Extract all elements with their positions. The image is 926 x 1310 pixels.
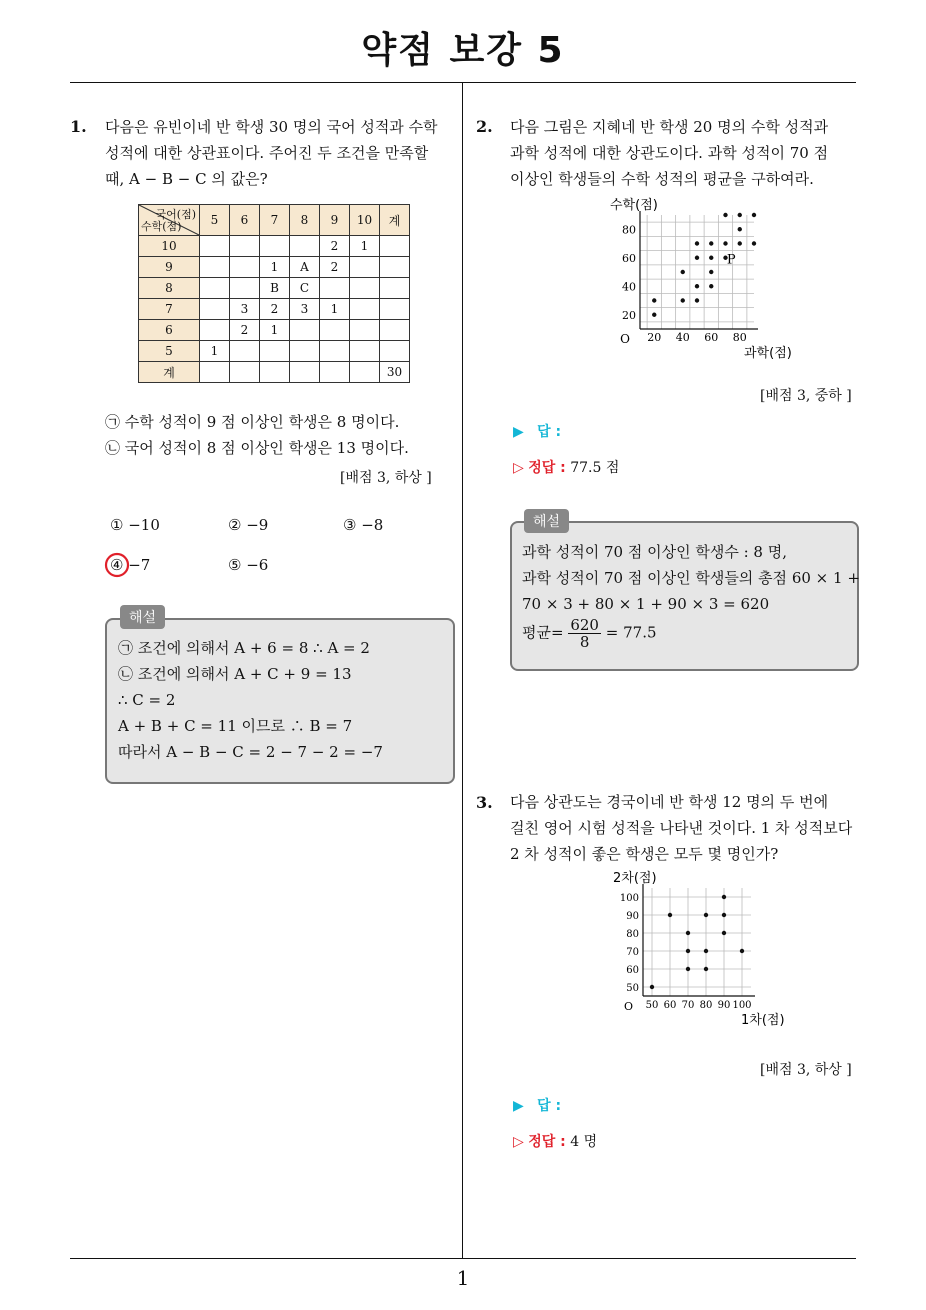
column-divider xyxy=(462,82,463,1258)
choice-2[interactable]: ② −9 xyxy=(228,516,269,534)
page-title: 약점 보강 5 xyxy=(361,30,565,71)
data-point xyxy=(704,967,708,971)
data-point xyxy=(652,313,656,317)
average-fraction xyxy=(568,617,601,650)
y-tick-label: 20 xyxy=(622,308,636,322)
data-point xyxy=(723,213,727,217)
data-point xyxy=(686,949,690,953)
q3-text-line: 다음 상관도는 경국이네 반 학생 12 명의 두 번에 xyxy=(510,793,829,811)
q1-condition: ㉠ 수학 성적이 9 점 이상인 학생은 8 명이다. xyxy=(105,413,400,431)
table-cell xyxy=(380,236,410,257)
q2-solution-tag: 해설 xyxy=(524,509,569,533)
data-point xyxy=(752,241,756,245)
table-row xyxy=(139,236,410,257)
table-cell xyxy=(350,341,380,362)
y-tick-label: 80 xyxy=(626,929,639,940)
q3-correct-line xyxy=(513,1131,597,1151)
data-point xyxy=(681,270,685,274)
q1-text xyxy=(105,114,438,192)
table-cell: 1 xyxy=(260,257,290,278)
table-cell xyxy=(320,320,350,341)
q2-score: [배점 3, 중하 ] xyxy=(760,388,852,404)
table-cell xyxy=(230,257,260,278)
table-cell xyxy=(230,278,260,299)
q2-text xyxy=(510,114,828,192)
q2-scatter-chart xyxy=(600,196,792,366)
table-cell: C xyxy=(290,278,320,299)
table-cell xyxy=(260,362,290,383)
y-tick-label: 70 xyxy=(626,947,639,958)
choice-5[interactable]: ⑤ −6 xyxy=(228,556,269,574)
table-cell: 2 xyxy=(230,320,260,341)
point-p-label: P xyxy=(726,252,736,268)
table-cell xyxy=(260,236,290,257)
data-point xyxy=(738,227,742,231)
correlation-table xyxy=(138,204,410,383)
data-point xyxy=(738,213,742,217)
choice-4[interactable]: ④ −7 xyxy=(110,556,151,574)
table-cell xyxy=(290,320,320,341)
solution-line: 70 × 3 + 80 × 1 + 90 × 3 = 620 xyxy=(522,595,770,613)
table-cell xyxy=(380,341,410,362)
q3-number: 3. xyxy=(476,793,493,812)
q2-solution-text xyxy=(522,539,860,650)
table-cell xyxy=(260,341,290,362)
table-cell: 1 xyxy=(350,236,380,257)
x-tick-label: 60 xyxy=(663,1000,677,1011)
q3-answer-line xyxy=(513,1095,561,1115)
table-row-label: 8 xyxy=(139,278,200,299)
data-point xyxy=(722,895,726,899)
data-point xyxy=(722,913,726,917)
fraction-denominator: 8 xyxy=(579,633,590,651)
solution-line: 과학 성적이 70 점 이상인 학생수 : 8 명, xyxy=(522,543,787,561)
table-cell: 2 xyxy=(320,257,350,278)
data-point xyxy=(695,241,699,245)
table-header-cell: 10 xyxy=(350,205,380,236)
q3-text xyxy=(510,789,852,867)
solution-line: ∴ C = 2 xyxy=(118,691,176,709)
table-cell xyxy=(200,257,230,278)
q1-solution-text xyxy=(118,635,383,765)
table-header-cell: 6 xyxy=(230,205,260,236)
table-cell xyxy=(350,362,380,383)
page-number: 1 xyxy=(456,1266,470,1290)
q3-correct-value: 4 명 xyxy=(570,1134,598,1150)
table-row xyxy=(139,299,410,320)
x-tick-label: 80 xyxy=(732,331,747,344)
table-cell xyxy=(200,299,230,320)
q1-text-line: 때, A − B − C 의 값은? xyxy=(105,170,268,188)
x-tick-label: 50 xyxy=(645,1000,659,1011)
y-tick-label: 100 xyxy=(619,893,639,904)
q3-score: [배점 3, 하상 ] xyxy=(760,1062,852,1078)
table-cell xyxy=(350,299,380,320)
top-rule xyxy=(70,82,856,83)
solution-line: 따라서 A − B − C = 2 − 7 − 2 = −7 xyxy=(118,743,383,761)
table-row xyxy=(139,341,410,362)
table-cell xyxy=(290,236,320,257)
x-tick-label: 40 xyxy=(675,331,690,344)
y-tick-label: 90 xyxy=(626,911,639,922)
q2-number: 2. xyxy=(476,117,493,136)
data-point xyxy=(686,967,690,971)
table-cell xyxy=(200,362,230,383)
table-cell xyxy=(320,362,350,383)
table-cell: 1 xyxy=(260,320,290,341)
data-point xyxy=(650,985,654,989)
average-prefix: 평균= xyxy=(522,623,564,642)
y-axis-label: 2차(점) xyxy=(613,871,657,886)
table-corner-bottom: 수학(점) xyxy=(141,220,182,233)
origin-label: O xyxy=(623,1000,633,1013)
y-tick-label: 60 xyxy=(626,965,639,976)
table-cell xyxy=(230,236,260,257)
table-corner-top: 국어(점) xyxy=(155,208,196,221)
outline-arrow-icon: ▷ xyxy=(513,460,524,476)
table-cell xyxy=(200,278,230,299)
x-axis-label: 과학(점) xyxy=(744,346,792,361)
table-row-label: 5 xyxy=(139,341,200,362)
table-cell: 3 xyxy=(230,299,260,320)
choice-3[interactable]: ③ −8 xyxy=(343,516,384,534)
x-tick-label: 20 xyxy=(647,331,662,344)
table-cell xyxy=(380,299,410,320)
x-axis-label: 1차(점) xyxy=(741,1013,785,1028)
data-point xyxy=(709,256,713,260)
q2-correct-line xyxy=(513,457,619,477)
solution-line: A + B + C = 11 이므로 ∴ B = 7 xyxy=(118,717,353,735)
table-corner xyxy=(139,205,200,236)
q1-text-line: 성적에 대한 상관표이다. 주어진 두 조건을 만족할 xyxy=(105,144,429,162)
play-arrow-icon: ▶ xyxy=(513,424,524,440)
data-point xyxy=(709,284,713,288)
table-row-label: 7 xyxy=(139,299,200,320)
data-point xyxy=(695,256,699,260)
q2-answer-label: 답 : xyxy=(537,424,562,440)
table-row xyxy=(139,320,410,341)
q2-text-line: 이상인 학생들의 수학 성적의 평균을 구하여라. xyxy=(510,170,814,188)
table-cell xyxy=(380,257,410,278)
solution-line: ㉡ 조건에 의해서 A + C + 9 = 13 xyxy=(118,665,352,683)
table-cell xyxy=(350,320,380,341)
choice-1[interactable]: ① −10 xyxy=(110,516,160,534)
average-result: = 77.5 xyxy=(605,623,657,642)
x-tick-label: 100 xyxy=(732,1000,752,1011)
q3-scatter-chart xyxy=(598,870,785,1040)
y-axis-label: 수학(점) xyxy=(610,198,658,213)
table-cell: A xyxy=(290,257,320,278)
data-point xyxy=(722,931,726,935)
table-row-label: 계 xyxy=(139,362,200,383)
table-cell xyxy=(320,341,350,362)
table-cell xyxy=(380,320,410,341)
table-cell xyxy=(290,362,320,383)
y-tick-label: 80 xyxy=(622,223,636,237)
selected-answer-circle-icon xyxy=(103,551,131,579)
q3-correct-label: 정답 : xyxy=(528,1134,566,1150)
q2-text-line: 과학 성적에 대한 상관도이다. 과학 성적이 70 점 xyxy=(510,144,829,162)
data-point xyxy=(709,241,713,245)
bottom-rule xyxy=(70,1258,856,1259)
q3-answer-label: 답 : xyxy=(537,1098,562,1114)
q1-solution-tag: 해설 xyxy=(120,605,165,629)
y-tick-label: 40 xyxy=(622,280,636,294)
q1-conditions xyxy=(105,409,409,461)
table-cell xyxy=(200,236,230,257)
table-cell xyxy=(350,257,380,278)
table-header-cell: 9 xyxy=(320,205,350,236)
table-row-label: 10 xyxy=(139,236,200,257)
q2-correct-label: 정답 : xyxy=(528,460,566,476)
table-cell: B xyxy=(260,278,290,299)
y-tick-label: 60 xyxy=(622,251,636,265)
data-point xyxy=(723,241,727,245)
data-point xyxy=(681,298,685,302)
table-row xyxy=(139,362,410,383)
solution-average-line xyxy=(522,617,860,650)
x-tick-label: 60 xyxy=(704,331,719,344)
table-header-cell: 계 xyxy=(380,205,410,236)
table-cell xyxy=(350,278,380,299)
q1-condition: ㉡ 국어 성적이 8 점 이상인 학생은 13 명이다. xyxy=(105,439,409,457)
q2-answer-line xyxy=(513,421,561,441)
data-point xyxy=(704,913,708,917)
q1-score: [배점 3, 하상 ] xyxy=(340,470,432,486)
data-point xyxy=(709,270,713,274)
data-point xyxy=(752,213,756,217)
solution-line: 과학 성적이 70 점 이상인 학생들의 총점 60 × 1 + xyxy=(522,569,860,587)
data-point xyxy=(740,949,744,953)
table-cell xyxy=(380,278,410,299)
table-cell xyxy=(200,320,230,341)
play-arrow-icon: ▶ xyxy=(513,1098,524,1114)
data-point xyxy=(738,241,742,245)
table-header-cell: 5 xyxy=(200,205,230,236)
solution-line: ㉠ 조건에 의해서 A + 6 = 8 ∴ A = 2 xyxy=(118,639,370,657)
outline-arrow-icon: ▷ xyxy=(513,1134,524,1150)
y-tick-label: 50 xyxy=(626,983,639,994)
q1-text-line: 다음은 유빈이네 반 학생 30 명의 국어 성적과 수학 xyxy=(105,118,438,136)
q2-text-line: 다음 그림은 지혜네 반 학생 20 명의 수학 성적과 xyxy=(510,118,829,136)
data-point xyxy=(668,913,672,917)
table-row xyxy=(139,278,410,299)
table-cell xyxy=(230,341,260,362)
fraction-numerator: 620 xyxy=(570,616,599,634)
table-cell: 2 xyxy=(320,236,350,257)
data-point xyxy=(652,298,656,302)
data-point xyxy=(695,298,699,302)
q1-number: 1. xyxy=(70,117,87,136)
q2-correct-value: 77.5 점 xyxy=(570,460,620,476)
table-header-cell: 8 xyxy=(290,205,320,236)
table-cell xyxy=(290,341,320,362)
table-row-label: 9 xyxy=(139,257,200,278)
table-header-cell: 7 xyxy=(260,205,290,236)
table-row xyxy=(139,257,410,278)
origin-label: O xyxy=(620,332,630,346)
data-point xyxy=(695,284,699,288)
data-point xyxy=(686,931,690,935)
data-point xyxy=(704,949,708,953)
table-cell xyxy=(320,278,350,299)
x-tick-label: 80 xyxy=(699,1000,713,1011)
q3-text-line: 2 차 성적이 좋은 학생은 모두 몇 명인가? xyxy=(510,845,779,863)
x-tick-label: 70 xyxy=(681,1000,695,1011)
table-cell xyxy=(230,362,260,383)
table-cell: 30 xyxy=(380,362,410,383)
table-cell: 1 xyxy=(200,341,230,362)
table-cell: 2 xyxy=(260,299,290,320)
table-cell: 3 xyxy=(290,299,320,320)
table-cell: 1 xyxy=(320,299,350,320)
x-tick-label: 90 xyxy=(717,1000,731,1011)
table-row-label: 6 xyxy=(139,320,200,341)
q3-text-line: 걸친 영어 시험 성적을 나타낸 것이다. 1 차 성적보다 xyxy=(510,819,853,837)
